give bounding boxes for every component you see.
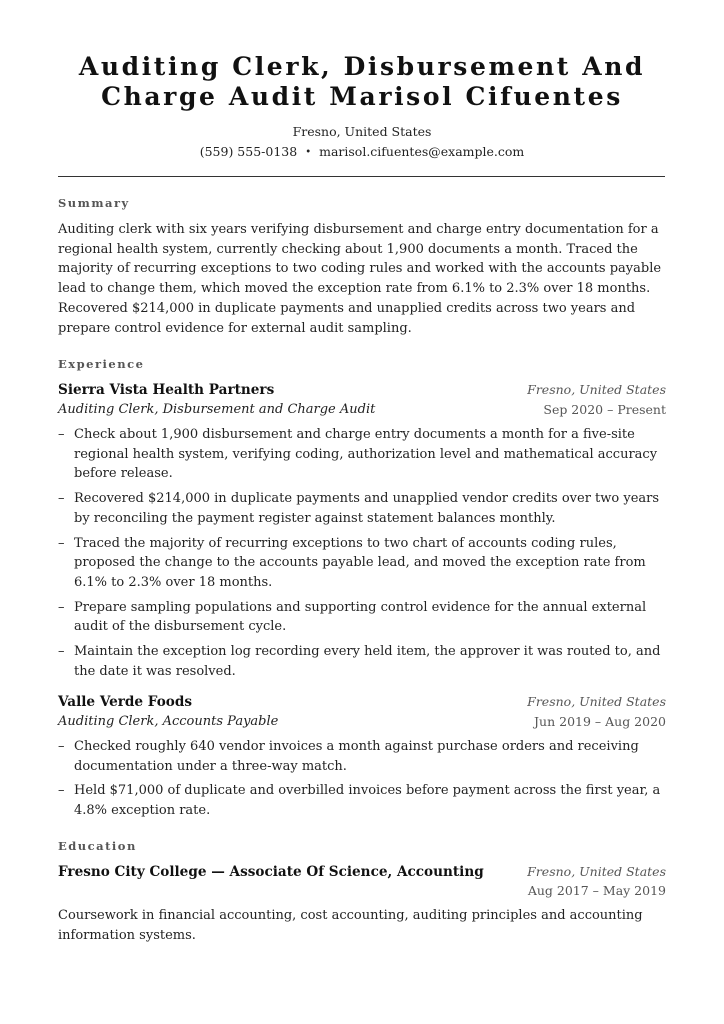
job-1-subheader: [58, 402, 666, 422]
job-2-title: Auditing Clerk, Accounts Payable: [58, 714, 279, 729]
job-1-location: Fresno, United States: [527, 382, 666, 397]
contact-separator: •: [305, 147, 312, 158]
job-1-company: Sierra Vista Health Partners: [58, 382, 275, 398]
education-subheader: [58, 883, 666, 903]
candidate-name-title: [0, 52, 724, 112]
summary-heading: Summary: [58, 196, 130, 210]
job-2-header: [58, 694, 666, 714]
education-heading: Education: [58, 839, 137, 853]
header-divider: [58, 176, 665, 177]
experience-heading: Experience: [58, 357, 145, 371]
contact-line: [0, 144, 724, 159]
job-2-location: Fresno, United States: [527, 694, 666, 709]
job-2-dates: Jun 2019 – Aug 2020: [534, 714, 666, 729]
contact-phone: (559) 555-0138: [199, 144, 298, 159]
job-2-bullets: [58, 737, 668, 826]
job-2-bullet: – Held $71,000 of duplicate and overbilled invoices before payment across the first year, a 4.8% exception rate.: [58, 781, 668, 820]
education-location: Fresno, United States: [527, 864, 666, 879]
job-1-bullet: – Recovered $214,000 in duplicate payments and unapplied vendor credits over two years by reconciling the payment register against statement balances monthly.: [58, 489, 668, 528]
education-dates: Aug 2017 – May 2019: [527, 883, 666, 898]
contact-email: marisol.cifuentes@example.com: [319, 144, 525, 159]
job-1-bullet: – Traced the majority of recurring exceptions to two chart of accounts coding rules, proposed the change to the accounts payable lead, and moved the exception rate from 6.1% to 2.3% over 18 months.: [58, 534, 668, 593]
job-1-dates: Sep 2020 – Present: [543, 402, 666, 417]
name-line-2: Charge Audit Marisol Cifuentes: [101, 82, 623, 111]
job-2-bullet: – Checked roughly 640 vendor invoices a month against purchase orders and receiving documentation under a three-way match.: [58, 737, 668, 776]
job-1-header: [58, 382, 666, 402]
job-2-subheader: [58, 714, 666, 734]
job-1-bullet: – Check about 1,900 disbursement and charge entry documents a month for a five-site regional health system, verifying coding, authorization level and mathematical accuracy before release.: [58, 425, 668, 484]
education-text: Coursework in financial accounting, cost accounting, auditing principles and accounting information systems.: [58, 908, 643, 943]
education-header: [58, 864, 666, 884]
job-1-bullet: – Prepare sampling populations and supporting control evidence for the annual external audit of the disbursement cycle.: [58, 598, 668, 637]
job-1-bullets: [58, 425, 668, 686]
summary-text: Auditing clerk with six years verifying disbursement and charge entry documentation for a regional health system, currently checking about 1,900 documents a month. Traced the majority of recurring exceptions to two coding rules and worked with the accounts payable lead to change them, which moved the exception rate from 6.1% to 2.3% over 18 months. Recovered $214,000 in duplicate payments and unapplied credits across two years and prepare control evidence for external audit sampling.: [58, 222, 662, 336]
contact-location: Fresno, United States: [292, 124, 432, 139]
job-2-company: Valle Verde Foods: [58, 694, 193, 710]
job-1-title: Auditing Clerk, Disbursement and Charge Audit: [58, 402, 376, 417]
name-line-1: Auditing Clerk, Disbursement And: [78, 52, 646, 81]
education-school: Fresno City College — Associate Of Science, Accounting: [58, 864, 484, 880]
job-1-bullet: – Maintain the exception log recording every held item, the approver it was routed to, and the date it was resolved.: [58, 642, 668, 681]
